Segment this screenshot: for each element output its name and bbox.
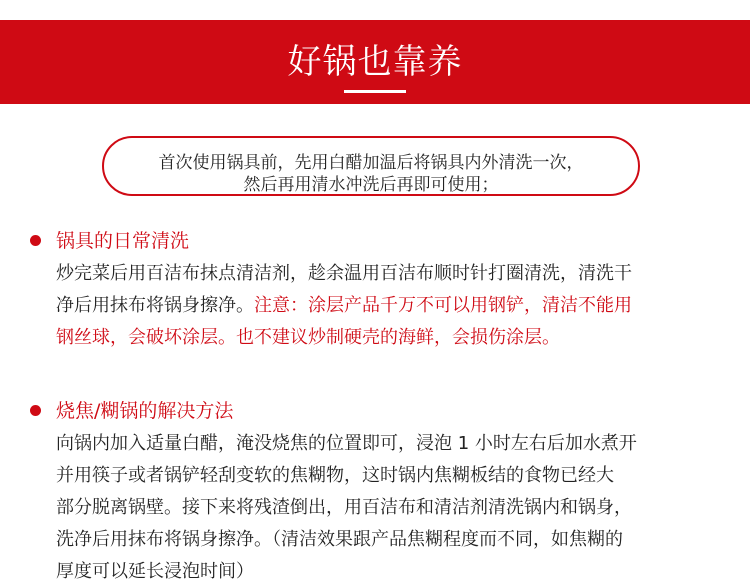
bullet-dot-icon xyxy=(30,405,41,416)
body-line-2 xyxy=(56,290,726,322)
title-underline xyxy=(344,90,406,93)
title-banner xyxy=(0,20,750,104)
body-line-2-text: 净后用抹布将锅身擦净。 xyxy=(56,295,254,316)
section-title: 锅具的日常清洗 xyxy=(56,230,190,252)
section-body xyxy=(56,258,726,354)
page-title: 好锅也靠养 xyxy=(287,42,463,82)
notice-line-1: 首次使用锅具前，先用白醋加温后将锅具内外清洗一次， xyxy=(158,153,584,173)
body-line-3: 部分脱离锅壁。接下来将残渣倒出，用百洁布和清洁剂清洗锅内和锅身， xyxy=(56,497,632,518)
section-body xyxy=(56,428,726,588)
body-line-2: 并用筷子或者锅铲轻刮变软的焦糊物，这时锅内焦糊板结的食物已经大 xyxy=(56,465,614,486)
body-line-1: 炒完菜后用百洁布抹点清洁剂，趁余温用百洁布顺时针打圈清洗，清洗干 xyxy=(56,263,632,284)
warning-text: 注意：涂层产品千万不可以用钢铲，清洁不能用 xyxy=(254,295,632,316)
notice-line-2: 然后再用清水冲洗后再即可使用； xyxy=(243,175,499,195)
section-title: 烧焦/糊锅的解决方法 xyxy=(56,400,234,422)
first-use-notice xyxy=(102,136,640,196)
warning-text-continued: 钢丝球，会破坏涂层。也不建议炒制硬壳的海鲜，会损伤涂层。 xyxy=(56,327,560,348)
body-line-5: 厚度可以延长浸泡时间） xyxy=(56,561,254,582)
body-line-1: 向锅内加入适量白醋，淹没烧焦的位置即可，浸泡 1 小时左右后加水煮开 xyxy=(56,433,637,454)
body-line-4: 洗净后用抹布将锅身擦净。（清洁效果跟产品焦糊程度而不同，如焦糊的 xyxy=(56,529,623,550)
bullet-dot-icon xyxy=(30,235,41,246)
